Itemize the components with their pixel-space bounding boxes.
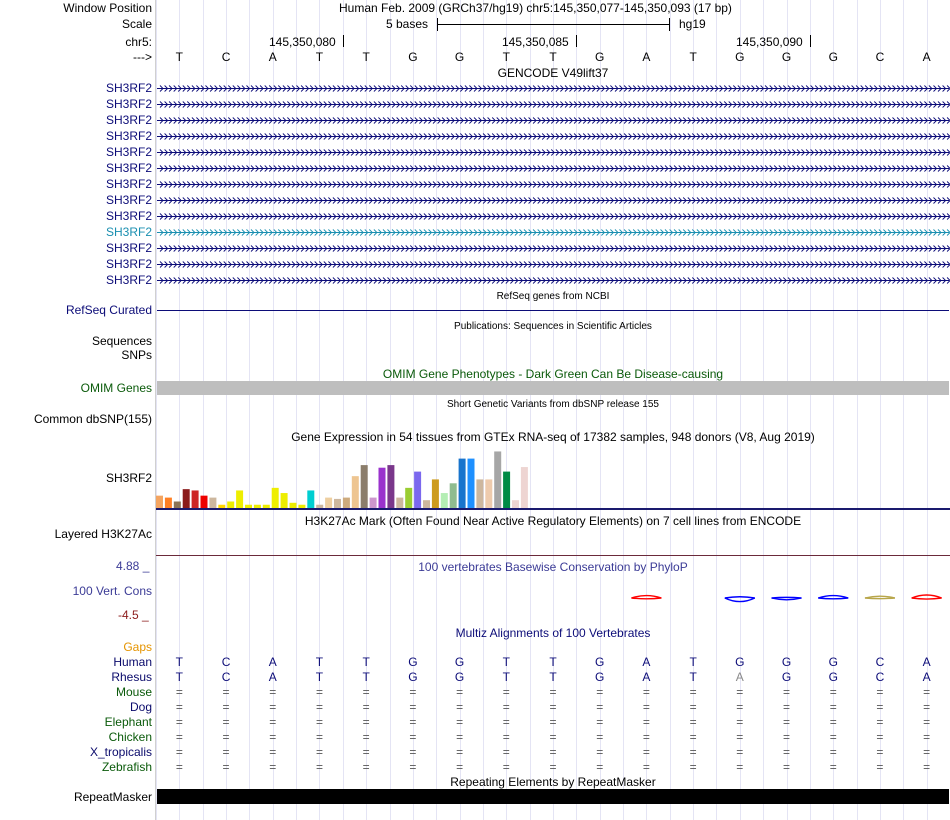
multiz-base: = bbox=[642, 685, 650, 699]
multiz-base: = bbox=[642, 760, 650, 774]
base-12[interactable]: T bbox=[689, 50, 697, 64]
gtex-bar bbox=[432, 479, 439, 508]
multiz-species-label[interactable]: Elephant bbox=[104, 715, 152, 729]
phylop-mark bbox=[865, 598, 895, 599]
publications-label-snps[interactable]: SNPs bbox=[121, 348, 152, 362]
multiz-base: = bbox=[222, 685, 230, 699]
multiz-base: = bbox=[596, 700, 604, 714]
multiz-base: = bbox=[456, 700, 464, 714]
multiz-base: = bbox=[876, 745, 884, 759]
gencode-transcript-label[interactable]: SH3RF2 bbox=[105, 113, 152, 127]
multiz-base: = bbox=[175, 685, 183, 699]
multiz-base: G bbox=[408, 655, 418, 669]
scale-assembly: hg19 bbox=[679, 17, 706, 31]
gtex-bar bbox=[156, 496, 163, 508]
gencode-transcript-label[interactable]: SH3RF2 bbox=[105, 177, 152, 191]
gtex-bar bbox=[209, 498, 216, 508]
multiz-base: = bbox=[642, 730, 650, 744]
gencode-transcript-label[interactable]: SH3RF2 bbox=[105, 81, 152, 95]
gtex-bar bbox=[281, 493, 288, 508]
multiz-base: = bbox=[596, 715, 604, 729]
gencode-transcript-label[interactable]: SH3RF2 bbox=[105, 273, 152, 287]
phylop-mark bbox=[818, 598, 848, 599]
gencode-transcript-label[interactable]: SH3RF2 bbox=[105, 145, 152, 159]
multiz-base: G bbox=[595, 655, 605, 669]
publications-label-sequences[interactable]: Sequences bbox=[91, 334, 152, 348]
phylop-track-label[interactable]: 100 Vert. Cons bbox=[72, 584, 152, 598]
gtex-bar bbox=[361, 465, 368, 508]
multiz-base: = bbox=[269, 685, 277, 699]
multiz-base: = bbox=[829, 760, 837, 774]
gencode-transcript-label[interactable]: SH3RF2 bbox=[105, 193, 152, 207]
phylop-mark bbox=[725, 598, 755, 602]
gencode-transcript-label[interactable]: SH3RF2 bbox=[105, 225, 152, 239]
multiz-base: C bbox=[875, 655, 885, 669]
multiz-base: = bbox=[596, 730, 604, 744]
multiz-base: = bbox=[923, 685, 931, 699]
phylop-mark bbox=[912, 595, 942, 598]
gtex-bar bbox=[245, 505, 252, 508]
multiz-base: = bbox=[876, 760, 884, 774]
gtex-bar bbox=[503, 472, 510, 508]
multiz-base: = bbox=[456, 745, 464, 759]
phylop-mark bbox=[725, 597, 755, 598]
multiz-base: = bbox=[222, 700, 230, 714]
gtex-bar bbox=[325, 498, 332, 508]
gtex-bar bbox=[476, 479, 483, 508]
gtex-bar bbox=[316, 505, 323, 508]
base-16[interactable]: C bbox=[875, 50, 885, 64]
multiz-base: = bbox=[175, 745, 183, 759]
gtex-bar bbox=[387, 465, 394, 508]
repeatmasker-track-label[interactable]: RepeatMasker bbox=[73, 790, 152, 804]
multiz-base: T bbox=[502, 655, 510, 669]
multiz-base: = bbox=[409, 745, 417, 759]
publications-track-title: Publications: Sequences in Scientific Articles bbox=[454, 321, 652, 332]
coord-tick-1: 145,350,080 bbox=[269, 35, 336, 49]
gencode-transcript-label[interactable]: SH3RF2 bbox=[105, 129, 152, 143]
multiz-base: = bbox=[502, 745, 510, 759]
gtex-bar bbox=[512, 500, 519, 508]
base-5[interactable]: T bbox=[362, 50, 370, 64]
multiz-base: G bbox=[454, 655, 465, 669]
multiz-base: = bbox=[315, 715, 323, 729]
multiz-track-title: Multiz Alignments of 100 Vertebrates bbox=[455, 626, 651, 640]
multiz-base: T bbox=[689, 655, 697, 669]
multiz-base: = bbox=[222, 760, 230, 774]
multiz-base: G bbox=[781, 655, 792, 669]
window-position-label: Window Position bbox=[63, 1, 152, 15]
multiz-base: A bbox=[642, 670, 651, 684]
multiz-base: = bbox=[923, 730, 931, 744]
base-2[interactable]: C bbox=[221, 50, 231, 64]
multiz-base: = bbox=[456, 715, 464, 729]
multiz-base: T bbox=[549, 655, 557, 669]
multiz-base: C bbox=[221, 670, 231, 684]
multiz-base: = bbox=[362, 730, 370, 744]
gtex-bar bbox=[272, 488, 279, 508]
gtex-bar bbox=[405, 488, 412, 508]
gencode-track-title: GENCODE V49lift37 bbox=[497, 66, 609, 80]
multiz-gaps-label[interactable]: Gaps bbox=[123, 640, 152, 654]
gencode-transcript-label[interactable]: SH3RF2 bbox=[105, 257, 152, 271]
multiz-base: = bbox=[689, 730, 697, 744]
gencode-transcript-label[interactable]: SH3RF2 bbox=[105, 209, 152, 223]
multiz-base: = bbox=[315, 760, 323, 774]
h3k27ac-track-title: H3K27Ac Mark (Often Found Near Active Regulatory Elements) on 7 cell lines from ENCODE bbox=[304, 514, 802, 528]
multiz-base: = bbox=[409, 760, 417, 774]
gtex-bar bbox=[236, 490, 243, 508]
multiz-base: = bbox=[269, 715, 277, 729]
strand-label: ---> bbox=[133, 50, 152, 64]
multiz-base: T bbox=[362, 655, 370, 669]
multiz-base: = bbox=[783, 730, 791, 744]
multiz-base: = bbox=[456, 730, 464, 744]
phylop-track-title: 100 vertebrates Basewise Conservation by PhyloP bbox=[418, 560, 688, 574]
multiz-base: = bbox=[829, 745, 837, 759]
gtex-bar bbox=[183, 489, 190, 508]
multiz-base: = bbox=[736, 730, 744, 744]
multiz-species-label[interactable]: Chicken bbox=[108, 730, 152, 744]
multiz-base: = bbox=[549, 760, 557, 774]
multiz-base: = bbox=[502, 685, 510, 699]
multiz-base: = bbox=[876, 700, 884, 714]
multiz-base: A bbox=[922, 655, 931, 669]
refseq-track-label[interactable]: RefSeq Curated bbox=[65, 303, 152, 317]
multiz-base: = bbox=[362, 700, 370, 714]
multiz-base: = bbox=[783, 700, 791, 714]
gtex-bar bbox=[307, 490, 314, 508]
multiz-base: = bbox=[222, 715, 230, 729]
multiz-base: = bbox=[736, 685, 744, 699]
multiz-base: = bbox=[315, 700, 323, 714]
multiz-base: = bbox=[362, 715, 370, 729]
multiz-base: = bbox=[175, 730, 183, 744]
base-6[interactable]: G bbox=[408, 50, 418, 64]
multiz-base: = bbox=[269, 730, 277, 744]
multiz-base: C bbox=[875, 670, 885, 684]
multiz-base: = bbox=[829, 730, 837, 744]
gtex-bar bbox=[521, 467, 528, 508]
base-15[interactable]: G bbox=[828, 50, 838, 64]
omim-track-title: OMIM Gene Phenotypes - Dark Green Can Be Disease-causing bbox=[382, 367, 724, 381]
multiz-base: = bbox=[689, 760, 697, 774]
phylop-mark bbox=[912, 598, 942, 599]
multiz-base: = bbox=[502, 700, 510, 714]
multiz-base: = bbox=[409, 715, 417, 729]
multiz-base: = bbox=[269, 760, 277, 774]
multiz-base: = bbox=[829, 700, 837, 714]
multiz-base: = bbox=[409, 685, 417, 699]
multiz-base: G bbox=[735, 655, 745, 669]
multiz-base: = bbox=[222, 730, 230, 744]
multiz-base: = bbox=[642, 700, 650, 714]
multiz-base: = bbox=[409, 730, 417, 744]
multiz-base: A bbox=[268, 655, 277, 669]
multiz-base: = bbox=[269, 745, 277, 759]
multiz-base: = bbox=[642, 715, 650, 729]
gtex-bar bbox=[192, 490, 199, 508]
multiz-base: = bbox=[549, 685, 557, 699]
phylop-mark bbox=[772, 597, 802, 598]
base-4[interactable]: T bbox=[315, 50, 324, 64]
chrom-label: chr5: bbox=[125, 35, 152, 49]
dbsnp-track-label[interactable]: Common dbSNP(155) bbox=[33, 412, 152, 426]
multiz-base: = bbox=[502, 730, 510, 744]
multiz-base: = bbox=[783, 760, 791, 774]
multiz-base: = bbox=[829, 685, 837, 699]
multiz-base: T bbox=[175, 670, 184, 684]
multiz-base: A bbox=[922, 670, 931, 684]
multiz-base: = bbox=[456, 760, 464, 774]
gtex-track-label[interactable]: SH3RF2 bbox=[105, 471, 152, 485]
multiz-base: = bbox=[315, 745, 323, 759]
multiz-base: = bbox=[596, 685, 604, 699]
multiz-base: = bbox=[362, 745, 370, 759]
multiz-base: = bbox=[689, 685, 697, 699]
multiz-base: G bbox=[781, 670, 792, 684]
multiz-base: = bbox=[876, 730, 884, 744]
omim-bar bbox=[157, 381, 949, 395]
base-13[interactable]: G bbox=[735, 50, 745, 64]
gtex-bar bbox=[201, 496, 208, 508]
multiz-base: G bbox=[595, 670, 605, 684]
multiz-base: = bbox=[736, 715, 744, 729]
multiz-species-label[interactable]: Rhesus bbox=[111, 670, 152, 684]
multiz-base: = bbox=[783, 745, 791, 759]
dbsnp-track-title: Short Genetic Variants from dbSNP release 155 bbox=[447, 399, 659, 410]
multiz-base: T bbox=[689, 670, 697, 684]
multiz-base: = bbox=[689, 715, 697, 729]
omim-track-label[interactable]: OMIM Genes bbox=[80, 381, 152, 395]
multiz-base: = bbox=[923, 745, 931, 759]
gtex-bar bbox=[254, 505, 261, 508]
gtex-bar bbox=[414, 472, 421, 508]
base-11[interactable]: A bbox=[642, 50, 651, 64]
multiz-base: G bbox=[408, 670, 418, 684]
gtex-bar bbox=[494, 451, 501, 508]
multiz-base: = bbox=[783, 715, 791, 729]
multiz-base: = bbox=[549, 700, 557, 714]
multiz-species-label[interactable]: Zebrafish bbox=[101, 760, 152, 774]
base-14[interactable]: G bbox=[781, 50, 792, 64]
window-position-value: Human Feb. 2009 (GRCh37/hg19) chr5:145,350,077-145,350,093 (17 bp) bbox=[339, 1, 732, 15]
gtex-bar bbox=[396, 498, 403, 508]
multiz-base: G bbox=[828, 655, 838, 669]
coord-tick-2: 145,350,085 bbox=[502, 35, 569, 49]
multiz-base: = bbox=[456, 685, 464, 699]
scale-label: Scale bbox=[121, 17, 152, 31]
gtex-bar bbox=[298, 505, 305, 508]
phylop-mark bbox=[631, 596, 661, 598]
multiz-base: T bbox=[315, 655, 324, 669]
gtex-bar bbox=[290, 503, 297, 508]
refseq-track-title: RefSeq genes from NCBI bbox=[496, 291, 610, 302]
gencode-transcript-label[interactable]: SH3RF2 bbox=[105, 97, 152, 111]
gtex-bar bbox=[343, 498, 350, 508]
multiz-species-label[interactable]: Mouse bbox=[115, 685, 152, 699]
multiz-base: = bbox=[409, 700, 417, 714]
multiz-base: T bbox=[362, 670, 370, 684]
multiz-base: = bbox=[596, 745, 604, 759]
base-1[interactable]: T bbox=[175, 50, 184, 64]
multiz-base: = bbox=[549, 715, 557, 729]
scale-bar-text: 5 bases bbox=[386, 17, 429, 31]
multiz-base: G bbox=[828, 670, 838, 684]
base-9[interactable]: T bbox=[549, 50, 557, 64]
multiz-base: = bbox=[362, 685, 370, 699]
multiz-base: = bbox=[876, 715, 884, 729]
multiz-base: C bbox=[221, 655, 231, 669]
gtex-bar bbox=[227, 502, 234, 509]
multiz-base: T bbox=[502, 670, 510, 684]
gtex-bar bbox=[352, 476, 359, 508]
multiz-base: T bbox=[315, 670, 324, 684]
multiz-base: = bbox=[923, 760, 931, 774]
h3k27ac-track-label[interactable]: Layered H3K27Ac bbox=[54, 527, 152, 541]
multiz-base: = bbox=[175, 715, 183, 729]
multiz-species-label[interactable]: Dog bbox=[129, 700, 152, 714]
multiz-base: = bbox=[175, 700, 183, 714]
gtex-bar bbox=[468, 459, 475, 508]
base-8[interactable]: T bbox=[502, 50, 510, 64]
multiz-base: T bbox=[175, 655, 184, 669]
multiz-base: = bbox=[923, 715, 931, 729]
base-10[interactable]: G bbox=[595, 50, 605, 64]
gtex-bar bbox=[263, 505, 270, 508]
multiz-base: = bbox=[549, 745, 557, 759]
multiz-base: = bbox=[876, 685, 884, 699]
gtex-bar bbox=[370, 498, 377, 508]
multiz-base: = bbox=[502, 715, 510, 729]
multiz-base: = bbox=[689, 745, 697, 759]
gtex-bar bbox=[379, 468, 386, 508]
multiz-base: = bbox=[502, 760, 510, 774]
multiz-base: = bbox=[549, 730, 557, 744]
multiz-base: G bbox=[454, 670, 465, 684]
multiz-base: = bbox=[689, 700, 697, 714]
phylop-min-label: -4.5 _ bbox=[118, 608, 149, 622]
multiz-base: = bbox=[222, 745, 230, 759]
repeatmasker-bar bbox=[157, 789, 949, 804]
multiz-base: A bbox=[735, 670, 744, 684]
base-3[interactable]: A bbox=[268, 50, 277, 64]
multiz-base: = bbox=[642, 745, 650, 759]
multiz-base: = bbox=[736, 760, 744, 774]
phylop-mark bbox=[631, 598, 661, 599]
multiz-base: = bbox=[829, 715, 837, 729]
gtex-bar bbox=[459, 459, 466, 508]
multiz-base: = bbox=[736, 700, 744, 714]
gtex-track-title: Gene Expression in 54 tissues from GTEx RNA-seq of 17382 samples, 948 donors (V8, Aug 2019) bbox=[291, 430, 815, 444]
gtex-bar bbox=[423, 500, 430, 508]
multiz-base: = bbox=[315, 730, 323, 744]
multiz-base: = bbox=[315, 685, 323, 699]
multiz-base: = bbox=[269, 700, 277, 714]
multiz-base: = bbox=[175, 760, 183, 774]
gencode-transcript-label[interactable]: SH3RF2 bbox=[105, 161, 152, 175]
multiz-base: T bbox=[549, 670, 557, 684]
repeatmasker-track-title: Repeating Elements by RepeatMasker bbox=[450, 775, 656, 789]
multiz-base: = bbox=[596, 760, 604, 774]
gtex-bar bbox=[441, 493, 448, 508]
multiz-base: A bbox=[268, 670, 277, 684]
gencode-transcript-label[interactable]: SH3RF2 bbox=[105, 241, 152, 255]
multiz-species-label[interactable]: X_tropicalis bbox=[89, 745, 152, 759]
gtex-bar bbox=[165, 498, 172, 508]
base-7[interactable]: G bbox=[454, 50, 465, 64]
gtex-bar bbox=[218, 505, 225, 508]
gtex-bar bbox=[334, 499, 341, 508]
multiz-species-label[interactable]: Human bbox=[113, 655, 152, 669]
gtex-bar bbox=[174, 502, 181, 509]
gtex-bar bbox=[450, 483, 457, 508]
phylop-max-label: 4.88 _ bbox=[116, 559, 150, 573]
multiz-base: = bbox=[783, 685, 791, 699]
base-17[interactable]: A bbox=[922, 50, 931, 64]
multiz-base: = bbox=[362, 760, 370, 774]
gtex-bar bbox=[485, 479, 492, 508]
multiz-base: = bbox=[736, 745, 744, 759]
phylop-mark bbox=[818, 596, 848, 598]
multiz-base: = bbox=[923, 700, 931, 714]
coord-tick-3: 145,350,090 bbox=[736, 35, 803, 49]
multiz-base: A bbox=[642, 655, 651, 669]
